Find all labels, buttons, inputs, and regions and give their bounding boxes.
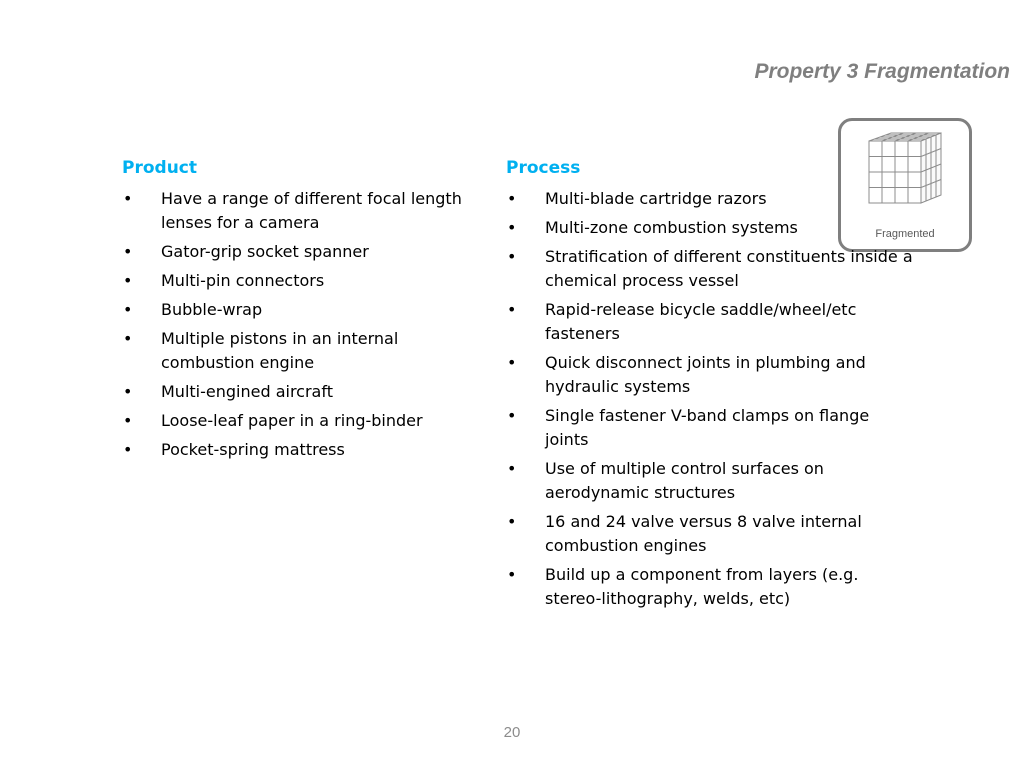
list-item [506,187,916,211]
process-list [506,187,916,611]
product-column [122,155,482,467]
list-item-text: Pocket-spring mattress [161,440,345,459]
list-item-text: Multiple pistons in an internal combustion engine [161,329,399,372]
product-list [122,187,482,462]
bullet-icon: • [507,300,517,319]
list-item [122,269,482,293]
list-item [122,409,482,433]
bullet-icon: • [123,411,133,430]
list-item-text: Build up a component from layers (e.g. stereo-lithography, welds, etc) [545,565,859,608]
list-item-text: Multi-zone combustion systems [545,218,798,237]
list-item-text: Single fastener V-band clamps on flange joints [545,406,870,449]
bullet-icon: • [507,189,517,208]
bullet-icon: • [123,242,133,261]
list-item [122,438,482,462]
list-item [506,457,916,505]
list-item [122,380,482,404]
page-number: 20 [503,724,521,741]
list-item [122,298,482,322]
bullet-icon: • [123,189,133,208]
list-item-text: Gator-grip socket spanner [161,242,369,261]
bullet-icon: • [123,440,133,459]
list-item-text: Stratification of different constituents inside a chemical process vessel [545,247,913,290]
list-item [122,187,482,235]
list-item-text: Multi-blade cartridge razors [545,189,767,208]
bullet-icon: • [123,271,133,290]
list-item [506,298,916,346]
bullet-icon: • [507,459,517,478]
bullet-icon: • [507,218,517,237]
bullet-icon: • [123,382,133,401]
list-item-text: Quick disconnect joints in plumbing and hydraulic systems [545,353,866,396]
process-column [506,155,916,616]
list-item [506,216,916,240]
bullet-icon: • [507,247,517,266]
bullet-icon: • [123,300,133,319]
list-item-text: Have a range of different focal length lenses for a camera [161,189,462,232]
bullet-icon: • [123,329,133,348]
slide-title: Property 3 Fragmentation [754,60,1010,83]
list-item-text: 16 and 24 valve versus 8 valve internal combustion engines [545,512,862,555]
badge-caption: Fragmented [875,228,935,240]
process-heading: Process [506,158,581,178]
list-item [122,327,482,375]
list-item-text: Multi-engined aircraft [161,382,333,401]
list-item [506,351,916,399]
product-heading: Product [122,158,197,178]
bullet-icon: • [507,565,517,584]
list-item-text: Loose-leaf paper in a ring-binder [161,411,423,430]
list-item [506,510,916,558]
list-item-text: Use of multiple control surfaces on aerodynamic structures [545,459,824,502]
list-item [122,240,482,264]
bullet-icon: • [507,353,517,372]
list-item-text: Multi-pin connectors [161,271,325,290]
bullet-icon: • [507,406,517,425]
list-item [506,404,916,452]
bullet-icon: • [507,512,517,531]
list-item [506,563,916,611]
list-item-text: Rapid-release bicycle saddle/wheel/etc fasteners [545,300,857,343]
list-item-text: Bubble-wrap [161,300,263,319]
list-item [506,245,916,293]
